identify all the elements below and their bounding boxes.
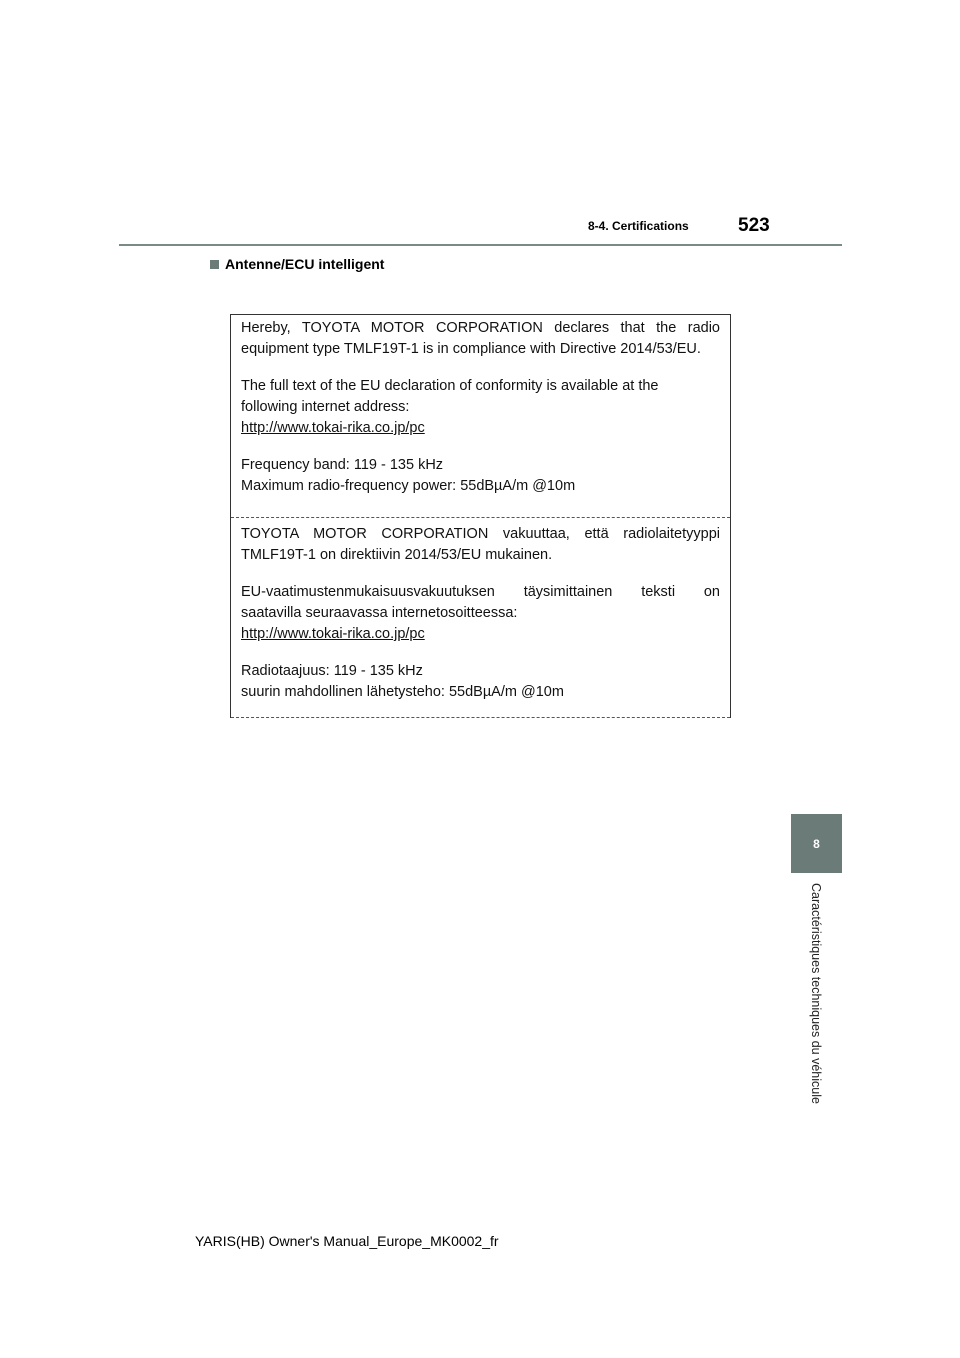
fi-declaration-line-2: TMLF19T-1 on direktiivin 2014/53/EU mukainen. <box>241 547 553 563</box>
fi-fulltext-line-1: EU-vaatimustenmukaisuusvakuutuksen täysimittainen teksti on <box>241 584 720 600</box>
certification-english <box>241 318 720 497</box>
en-declaration-line-1: Hereby, TOYOTA MOTOR CORPORATION declares that the radio <box>241 320 720 336</box>
section-heading <box>210 256 384 272</box>
fi-fulltext-line-2: saatavilla seuraavassa internetosoitteessa: <box>241 605 518 621</box>
fi-declaration-line-1: TOYOTA MOTOR CORPORATION vakuuttaa, että radiolaitetyyppi <box>241 526 720 542</box>
header-divider <box>119 244 842 246</box>
en-fulltext-line-2: following internet address: <box>241 399 410 415</box>
box-divider <box>231 517 730 518</box>
en-declaration-link[interactable]: http://www.tokai-rika.co.jp/pc <box>241 420 425 436</box>
chapter-side-label-wrap <box>796 883 836 1123</box>
manual-footer: YARIS(HB) Owner's Manual_Europe_MK0002_fr <box>195 1233 499 1249</box>
page-number: 523 <box>738 215 770 236</box>
en-declaration-line-2: equipment type TMLF19T-1 is in compliance with Directive 2014/53/EU. <box>241 341 701 357</box>
section-heading-text: Antenne/ECU intelligent <box>225 256 385 272</box>
fi-max-power: suurin mahdollinen lähetysteho: 55dBµA/m @10m <box>241 684 564 700</box>
certification-box <box>230 314 731 718</box>
fi-declaration-link[interactable]: http://www.tokai-rika.co.jp/pc <box>241 626 425 642</box>
en-fulltext-line-1: The full text of the EU declaration of conformity is available at the <box>241 378 659 394</box>
square-bullet-icon <box>210 260 219 269</box>
chapter-tab: 8 <box>791 814 842 873</box>
en-frequency-band: Frequency band: 119 - 135 kHz <box>241 457 444 473</box>
chapter-side-label: Caractéristiques techniques du véhicule <box>809 883 823 1104</box>
fi-frequency-band: Radiotaajuus: 119 - 135 kHz <box>241 663 423 679</box>
section-title: 8-4. Certifications <box>588 219 689 233</box>
en-max-power: Maximum radio-frequency power: 55dBµA/m @10m <box>241 478 576 494</box>
box-bottom-rule <box>231 717 730 718</box>
certification-finnish <box>241 524 720 703</box>
box-top-rule <box>231 314 730 315</box>
